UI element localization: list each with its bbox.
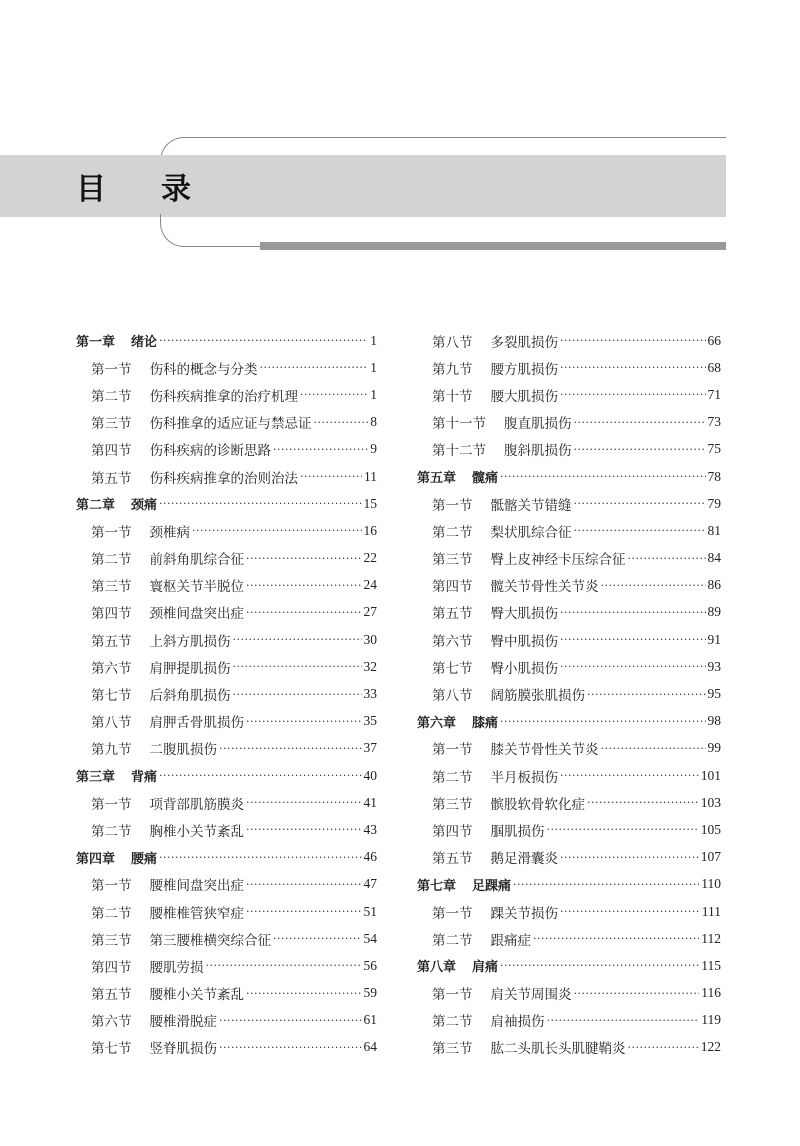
toc-chapter-row[interactable] <box>76 762 377 789</box>
toc-entry-number: 第二节 <box>91 905 132 922</box>
toc-entry-number: 第五节 <box>91 987 132 1004</box>
toc-entry-page: 22 <box>363 550 377 566</box>
toc-section-row[interactable] <box>76 626 377 653</box>
toc-entry-title: 肩胛舌骨肌损伤 <box>149 715 244 732</box>
toc-leader-dots <box>560 905 700 918</box>
toc-entry-page: 30 <box>363 631 377 647</box>
toc-entry-number: 第二节 <box>432 932 473 949</box>
toc-section-row[interactable] <box>76 1034 377 1061</box>
toc-entry-title: 肩痛 <box>472 960 499 976</box>
toc-entry-title: 颈痛 <box>131 498 158 514</box>
toc-entry-title: 肩胛提肌损伤 <box>149 660 231 677</box>
toc-entry-page: 33 <box>363 686 377 702</box>
toc-entry-number: 第七章 <box>417 878 457 894</box>
toc-entry-number: 第四章 <box>76 851 116 867</box>
toc-leader-dots <box>574 987 700 1000</box>
toc-entry-page: 47 <box>363 876 377 892</box>
toc-leader-dots <box>219 1041 362 1054</box>
toc-entry-number: 第一节 <box>91 878 132 895</box>
toc-leader-dots <box>273 443 368 456</box>
toc-entry-page: 8 <box>370 414 377 430</box>
toc-entry-page: 105 <box>700 821 721 837</box>
toc-entry-page: 79 <box>707 495 721 511</box>
header-bar <box>260 242 726 250</box>
toc-leader-dots <box>233 633 362 646</box>
toc-entry-page: 37 <box>363 740 377 756</box>
toc-leader-dots <box>500 715 705 728</box>
toc-entry-title: 腰痛 <box>131 851 158 867</box>
toc-leader-dots <box>560 361 706 374</box>
toc-entry-number: 第八章 <box>417 960 457 976</box>
page-title-char-1: 目 <box>76 172 106 207</box>
toc-leader-dots <box>192 524 362 537</box>
toc-entry-title: 颈椎病 <box>149 524 190 541</box>
toc-entry-title: 颈椎间盘突出症 <box>149 606 244 623</box>
toc-entry-page: 95 <box>707 686 721 702</box>
toc-leader-dots <box>574 524 706 537</box>
toc-entry-title: 踝关节损伤 <box>490 905 558 922</box>
toc-entry-title: 腰椎小关节紊乱 <box>149 987 244 1004</box>
toc-entry-title: 腹直肌损伤 <box>504 416 572 433</box>
toc-entry-page: 112 <box>701 930 721 946</box>
toc-leader-dots <box>560 660 706 673</box>
toc-entry-number: 第七节 <box>91 688 132 705</box>
toc-chapter-row[interactable] <box>76 490 377 517</box>
toc-entry-page: 110 <box>701 876 721 892</box>
toc-entry-title: 腰椎滑脱症 <box>149 1014 217 1031</box>
toc-leader-dots <box>159 497 361 510</box>
toc-section-row[interactable] <box>76 409 377 436</box>
toc-entry-title: 臀大肌损伤 <box>490 606 558 623</box>
toc-section-row[interactable] <box>417 572 721 599</box>
toc-section-row[interactable] <box>417 1007 721 1034</box>
toc-section-row[interactable] <box>76 381 377 408</box>
toc-entry-title: 梨状肌综合征 <box>490 524 572 541</box>
toc-section-row[interactable] <box>417 680 721 707</box>
toc-leader-dots <box>233 688 362 701</box>
header-rule-top <box>183 137 726 138</box>
toc-entry-page: 122 <box>700 1039 721 1055</box>
toc-leader-dots <box>574 443 706 456</box>
toc-entry-page: 54 <box>363 930 377 946</box>
toc-entry-title: 第三腰椎横突综合征 <box>149 932 271 949</box>
toc-entry-title: 腰椎间盘突出症 <box>149 878 244 895</box>
toc-entry-number: 第一章 <box>76 335 116 351</box>
toc-entry-title: 肩关节周围炎 <box>490 987 572 1004</box>
toc-leader-dots <box>560 633 706 646</box>
toc-section-row[interactable] <box>417 735 721 762</box>
toc-section-row[interactable] <box>76 871 377 898</box>
toc-chapter-row[interactable] <box>76 844 377 871</box>
toc-entry-number: 第四节 <box>91 443 132 460</box>
toc-leader-dots <box>219 742 362 755</box>
toc-entry-page: 32 <box>363 658 377 674</box>
toc-entry-page: 56 <box>363 957 377 973</box>
toc-entry-page: 84 <box>707 550 721 566</box>
toc-entry-page: 78 <box>707 468 721 484</box>
toc-leader-dots <box>500 959 699 972</box>
toc-entry-page: 16 <box>363 522 377 538</box>
toc-section-row[interactable] <box>76 463 377 490</box>
toc-section-row[interactable] <box>76 789 377 816</box>
toc-entry-page: 40 <box>363 767 377 783</box>
toc-entry-page: 15 <box>363 495 377 511</box>
toc-entry-title: 伤科的概念与分类 <box>149 361 258 378</box>
toc-entry-page: 68 <box>707 359 721 375</box>
toc-section-row[interactable] <box>76 816 377 843</box>
toc-entry-number: 第三节 <box>91 932 132 949</box>
toc-section-row[interactable] <box>417 844 721 871</box>
toc-leader-dots <box>513 878 699 891</box>
toc-entry-page: 1 <box>370 386 377 402</box>
toc-leader-dots <box>246 987 362 1000</box>
toc-section-row[interactable] <box>417 898 721 925</box>
toc-entry-number: 第三节 <box>91 579 132 596</box>
toc-entry-title: 腰大肌损伤 <box>490 388 558 405</box>
toc-entry-number: 第十一节 <box>432 416 486 433</box>
toc-entry-title: 伤科疾病推拿的治疗机理 <box>149 388 298 405</box>
toc-entry-number: 第六节 <box>91 1014 132 1031</box>
toc-entry-number: 第二节 <box>91 552 132 569</box>
toc-entry-number: 第九节 <box>432 361 473 378</box>
toc-entry-page: 11 <box>364 468 377 484</box>
toc-leader-dots <box>300 470 362 483</box>
toc-leader-dots <box>574 497 706 510</box>
toc-leader-dots <box>246 905 362 918</box>
toc-section-row[interactable] <box>76 517 377 544</box>
toc-entry-title: 腰肌劳损 <box>149 959 204 976</box>
toc-entry-page: 107 <box>700 849 721 865</box>
toc-entry-page: 93 <box>707 658 721 674</box>
toc-section-row[interactable] <box>76 980 377 1007</box>
toc-section-row[interactable] <box>417 980 721 1007</box>
toc-leader-dots <box>273 932 362 945</box>
toc-entry-title: 多裂肌损伤 <box>490 334 558 351</box>
toc-leader-dots <box>219 1014 362 1027</box>
toc-entry-title: 腰椎椎管狭窄症 <box>149 905 244 922</box>
toc-section-row[interactable] <box>417 626 721 653</box>
toc-section-row[interactable] <box>417 490 721 517</box>
toc-entry-title: 髌股软骨软化症 <box>490 796 585 813</box>
page-title-char-2: 录 <box>161 172 191 207</box>
toc-entry-number: 第四节 <box>432 579 473 596</box>
toc-entry-title: 跟痛症 <box>490 932 531 949</box>
toc-entry-number: 第四节 <box>432 823 473 840</box>
header-curve-bottom <box>160 214 200 247</box>
toc-entry-number: 第三节 <box>91 416 132 433</box>
toc-section-row[interactable] <box>417 409 721 436</box>
toc-section-row[interactable] <box>417 653 721 680</box>
toc-entry-title: 绪论 <box>131 335 158 351</box>
toc-entry-title: 髋关节骨性关节炎 <box>490 579 599 596</box>
toc-entry-number: 第一节 <box>91 524 132 541</box>
toc-leader-dots <box>547 1014 700 1027</box>
toc-leader-dots <box>560 851 699 864</box>
toc-section-row[interactable] <box>76 572 377 599</box>
toc-entry-number: 第五节 <box>432 851 473 868</box>
toc-leader-dots <box>159 334 368 347</box>
toc-entry-title: 二腹肌损伤 <box>149 742 217 759</box>
toc-entry-title: 伤科疾病推拿的治则治法 <box>149 470 298 487</box>
toc-entry-page: 103 <box>700 794 721 810</box>
toc-entry-title: 项背部肌筋膜炎 <box>149 796 244 813</box>
toc-entry-page: 111 <box>701 903 721 919</box>
toc-entry-number: 第一节 <box>432 987 473 1004</box>
toc-entry-page: 89 <box>707 604 721 620</box>
toc-leader-dots <box>260 361 369 374</box>
toc-leader-dots <box>547 823 699 836</box>
toc-leader-dots <box>601 579 706 592</box>
toc-column-right <box>417 327 721 1061</box>
toc-entry-page: 71 <box>707 386 721 402</box>
toc-entry-number: 第四节 <box>91 959 132 976</box>
toc-entry-number: 第六章 <box>417 715 457 731</box>
toc-section-row[interactable] <box>76 653 377 680</box>
toc-entry-page: 59 <box>363 985 377 1001</box>
toc-leader-dots <box>628 1041 699 1054</box>
toc-chapter-row[interactable] <box>417 708 721 735</box>
toc-entry-number: 第一节 <box>432 905 473 922</box>
toc-section-row[interactable] <box>417 327 721 354</box>
toc-chapter-row[interactable] <box>417 952 721 979</box>
toc-entry-number: 第三节 <box>432 796 473 813</box>
toc-entry-page: 64 <box>363 1039 377 1055</box>
toc-leader-dots <box>246 715 362 728</box>
toc-entry-page: 41 <box>363 794 377 810</box>
toc-entry-title: 腘肌损伤 <box>490 823 545 840</box>
toc-entry-title: 后斜角肌损伤 <box>149 688 231 705</box>
toc-entry-number: 第二节 <box>432 1014 473 1031</box>
toc-section-row[interactable] <box>76 680 377 707</box>
toc-entry-title: 寰枢关节半脱位 <box>149 579 244 596</box>
toc-leader-dots <box>246 606 362 619</box>
toc-entry-number: 第二节 <box>91 823 132 840</box>
toc-entry-page: 101 <box>700 767 721 783</box>
toc-section-row[interactable] <box>76 898 377 925</box>
toc-entry-page: 66 <box>707 332 721 348</box>
toc-leader-dots <box>560 388 706 401</box>
toc-leader-dots <box>159 851 361 864</box>
toc-entry-title: 肩袖损伤 <box>490 1014 545 1031</box>
toc-leader-dots <box>233 660 362 673</box>
toc-entry-number: 第二节 <box>91 388 132 405</box>
toc-chapter-row[interactable] <box>417 871 721 898</box>
toc-entry-number: 第二节 <box>432 524 473 541</box>
toc-leader-dots <box>574 416 706 429</box>
toc-entry-page: 115 <box>701 957 721 973</box>
toc-section-row[interactable] <box>417 354 721 381</box>
toc-leader-dots <box>533 932 699 945</box>
toc-leader-dots <box>314 416 369 429</box>
page-title <box>76 164 191 208</box>
toc-entry-number: 第五节 <box>432 606 473 623</box>
toc-entry-number: 第十节 <box>432 388 473 405</box>
toc-entry-number: 第一节 <box>91 796 132 813</box>
toc-entry-page: 86 <box>707 577 721 593</box>
toc-leader-dots <box>246 579 362 592</box>
toc-entry-number: 第三章 <box>76 770 116 786</box>
toc-entry-title: 骶髂关节错缝 <box>490 497 572 514</box>
toc-entry-number: 第一节 <box>432 742 473 759</box>
toc-entry-page: 24 <box>363 577 377 593</box>
toc-entry-number: 第六节 <box>91 660 132 677</box>
toc-leader-dots <box>246 878 362 891</box>
toc-entry-title: 鹅足滑囊炎 <box>490 851 558 868</box>
toc-entry-page: 75 <box>707 441 721 457</box>
toc-entry-page: 1 <box>370 359 377 375</box>
toc-section-row[interactable] <box>417 599 721 626</box>
toc-entry-number: 第八节 <box>432 334 473 351</box>
toc-entry-number: 第八节 <box>91 715 132 732</box>
toc-leader-dots <box>159 769 361 782</box>
toc-entry-number: 第二节 <box>432 769 473 786</box>
toc-entry-page: 91 <box>707 631 721 647</box>
toc-entry-title: 腹斜肌损伤 <box>504 443 572 460</box>
toc-entry-number: 第五节 <box>91 470 132 487</box>
toc-leader-dots <box>300 388 368 401</box>
toc-entry-title: 胸椎小关节紊乱 <box>149 823 244 840</box>
toc-column-left <box>76 327 377 1061</box>
toc-entry-title: 臀小肌损伤 <box>490 660 558 677</box>
toc-entry-title: 上斜方肌损伤 <box>149 633 231 650</box>
toc-entry-title: 腰方肌损伤 <box>490 361 558 378</box>
toc-entry-page: 27 <box>363 604 377 620</box>
toc-entry-number: 第三节 <box>432 1041 473 1058</box>
toc-leader-dots <box>628 552 706 565</box>
toc-leader-dots <box>587 688 706 701</box>
toc-leader-dots <box>601 742 706 755</box>
toc-section-row[interactable] <box>76 436 377 463</box>
toc-entry-number: 第八节 <box>432 688 473 705</box>
toc-entry-title: 臀上皮神经卡压综合征 <box>490 552 626 569</box>
toc-entry-page: 61 <box>363 1012 377 1028</box>
toc-entry-title: 足踝痛 <box>472 878 512 894</box>
toc-entry-number: 第四节 <box>91 606 132 623</box>
toc-entry-number: 第七节 <box>432 660 473 677</box>
toc-entry-page: 99 <box>707 740 721 756</box>
toc-leader-dots <box>560 606 706 619</box>
toc-section-row[interactable] <box>417 545 721 572</box>
toc-leader-dots <box>246 796 362 809</box>
toc-entry-page: 98 <box>707 713 721 729</box>
toc-leader-dots <box>246 823 362 836</box>
toc-entry-number: 第十二节 <box>432 443 486 460</box>
toc-entry-title: 背痛 <box>131 770 158 786</box>
toc-leader-dots <box>560 769 699 782</box>
toc-entry-title: 臀中肌损伤 <box>490 633 558 650</box>
toc-entry-title: 竖脊肌损伤 <box>149 1041 217 1058</box>
toc-entry-number: 第九节 <box>91 742 132 759</box>
toc-entry-number: 第五节 <box>91 633 132 650</box>
toc-entry-title: 膝痛 <box>472 715 499 731</box>
toc-section-row[interactable] <box>76 735 377 762</box>
toc-entry-page: 43 <box>363 821 377 837</box>
toc-entry-number: 第一节 <box>432 497 473 514</box>
toc-entry-page: 119 <box>701 1012 721 1028</box>
toc-entry-page: 116 <box>701 985 721 1001</box>
toc-section-row[interactable] <box>417 762 721 789</box>
toc-section-row[interactable] <box>417 517 721 544</box>
toc-entry-title: 髋痛 <box>472 471 499 487</box>
toc-section-row[interactable] <box>76 354 377 381</box>
toc-entry-number: 第七节 <box>91 1041 132 1058</box>
toc-chapter-row[interactable] <box>417 463 721 490</box>
toc-section-row[interactable] <box>417 436 721 463</box>
toc-chapter-row[interactable] <box>76 327 377 354</box>
toc-section-row[interactable] <box>417 1034 721 1061</box>
toc-entry-number: 第六节 <box>432 633 473 650</box>
toc-entry-page: 81 <box>707 522 721 538</box>
toc-entry-title: 伤科疾病的诊断思路 <box>149 443 271 460</box>
toc-section-row[interactable] <box>76 925 377 952</box>
toc-section-row[interactable] <box>76 599 377 626</box>
toc-leader-dots <box>560 334 706 347</box>
toc-entry-title: 膝关节骨性关节炎 <box>490 742 599 759</box>
toc-section-row[interactable] <box>76 952 377 979</box>
toc-entry-number: 第一节 <box>91 361 132 378</box>
toc-entry-title: 肱二头肌长头肌腱鞘炎 <box>490 1041 626 1058</box>
header-rule-bottom <box>183 246 260 247</box>
toc-entry-page: 35 <box>363 713 377 729</box>
toc-entry-page: 9 <box>370 441 377 457</box>
toc-entry-number: 第五章 <box>417 471 457 487</box>
toc-section-row[interactable] <box>76 545 377 572</box>
toc-leader-dots <box>206 959 362 972</box>
toc-section-row[interactable] <box>417 925 721 952</box>
toc-entry-title: 阔筋膜张肌损伤 <box>490 688 585 705</box>
toc-entry-page: 1 <box>370 332 377 348</box>
toc-entry-title: 伤科推拿的适应证与禁忌证 <box>149 416 312 433</box>
toc-entry-page: 46 <box>363 849 377 865</box>
toc-entry-page: 51 <box>363 903 377 919</box>
toc-entry-number: 第二章 <box>76 498 116 514</box>
toc-entry-number: 第三节 <box>432 552 473 569</box>
toc-section-row[interactable] <box>417 816 721 843</box>
toc-section-row[interactable] <box>417 789 721 816</box>
toc-entry-title: 前斜角肌综合征 <box>149 552 244 569</box>
toc-section-row[interactable] <box>417 381 721 408</box>
toc-leader-dots <box>587 796 699 809</box>
toc-leader-dots <box>500 470 705 483</box>
toc-entry-title: 半月板损伤 <box>490 769 558 786</box>
toc-section-row[interactable] <box>76 1007 377 1034</box>
toc-leader-dots <box>246 552 362 565</box>
toc-section-row[interactable] <box>76 708 377 735</box>
toc-entry-page: 73 <box>707 414 721 430</box>
